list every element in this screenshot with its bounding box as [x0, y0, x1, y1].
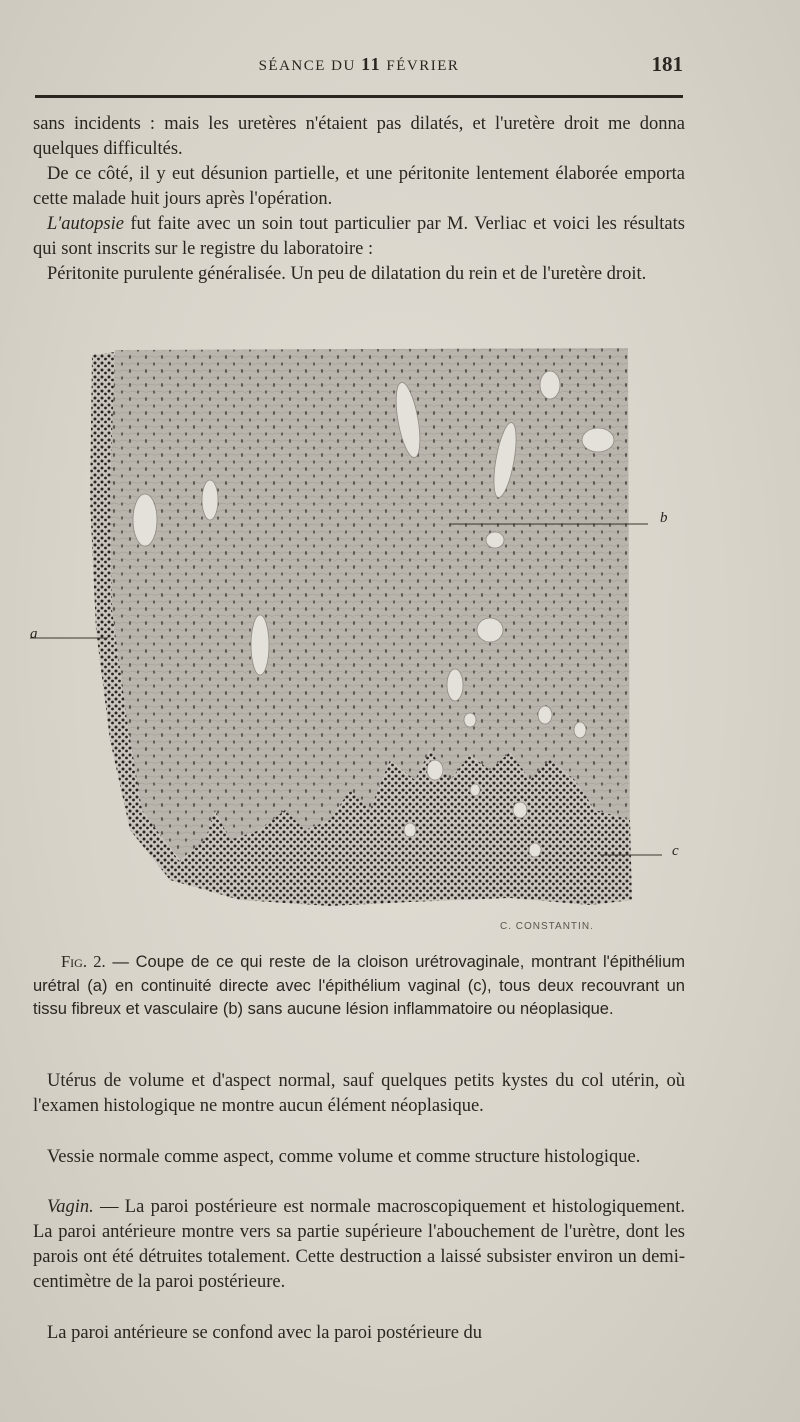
paragraph-5: Utérus de volume et d'aspect normal, sauf quelques petits kystes du col utérin, où l'examen histologique ne montre aucun élément néoplasique. — [33, 1071, 685, 1116]
paragraph-6: Vessie normale comme aspect, comme volume et comme structure histologique. — [47, 1147, 641, 1167]
header-title — [35, 54, 683, 75]
header-rule — [35, 95, 683, 98]
paragraph-3 — [33, 212, 685, 262]
paragraph-4: Péritonite purulente généralisée. Un peu de dilatation du rein et de l'uretère droit. — [47, 264, 647, 284]
figure-label-c: c — [672, 843, 679, 859]
caption-label: Fig. 2. — [61, 952, 106, 971]
figure-caption — [33, 950, 685, 1022]
page-number: 181 — [651, 52, 683, 76]
caption-text: — Coupe de ce qui reste de la cloison urétrovaginale, montrant l'épithélium urétral (a) en continuité directe avec l'épithélium vaginal (c), tous deux recouvrant un tissu fibreux et vasculaire (b) sans aucune lésion inflammatoire ou néoplasique. — [33, 953, 685, 1018]
vagin-term: Vagin. — [47, 1197, 94, 1217]
header-title-pre: SÉANCE DU — [258, 58, 362, 74]
running-header — [35, 50, 683, 80]
paragraph-8: La paroi antérieure se confond avec la paroi postérieure du — [47, 1323, 483, 1343]
paragraph-3-text: fut faite avec un soin tout particulier par M. Verliac et voici les résultats qui sont inscrits sur le registre du laboratoire : — [33, 214, 685, 259]
paragraph-1: sans incidents : mais les uretères n'étaient pas dilatés, et l'uretère droit me donna quelques difficultés. — [33, 114, 685, 159]
figure-label-b: b — [660, 510, 668, 526]
paragraph-7-text: — La paroi postérieure est normale macroscopiquement et histologiquement. La paroi antérieure montre vers sa partie supérieure l'abouchement de l'urètre, dont les parois ont été détruites totalement. Cette destruction a laissé subsister environ un demi-centimètre de la paroi postérieure. — [33, 1197, 685, 1292]
header-title-month: FÉVRIER — [381, 58, 460, 74]
paragraph-2: De ce côté, il y eut désunion partielle, et une péritonite lentement élaborée emporta cette malade huit jours après l'opération. — [33, 164, 685, 209]
figure-label-a: a — [30, 626, 38, 642]
paragraph-7 — [33, 1195, 685, 1295]
artist-signature: C. CONSTANTIN. — [500, 921, 594, 932]
autopsie-term: L'autopsie — [47, 214, 124, 234]
header-title-day: 11 — [361, 54, 382, 74]
histology-figure — [30, 340, 670, 940]
